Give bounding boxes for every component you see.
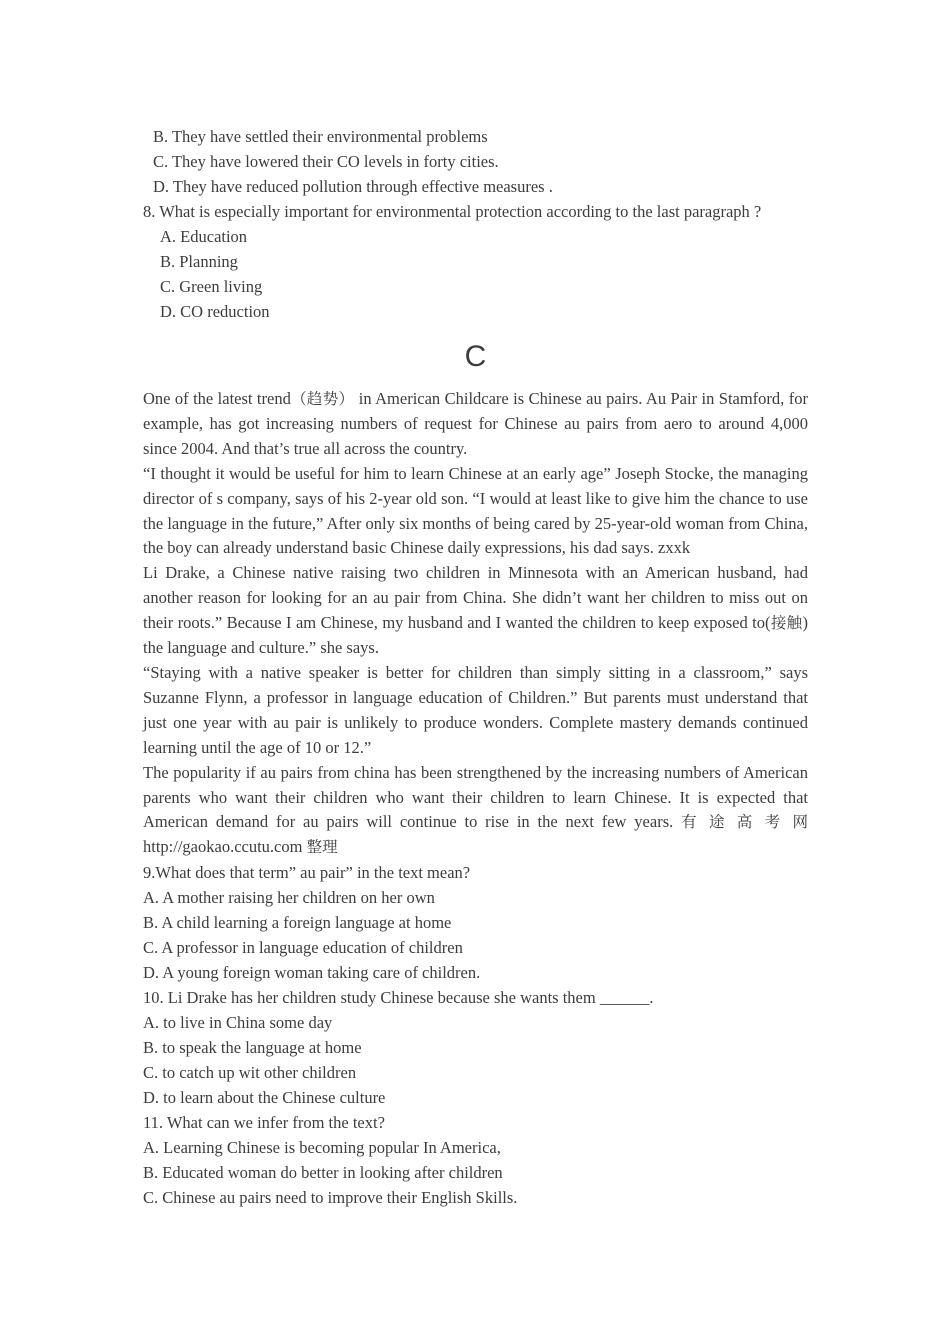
option-item: C. A professor in language education of children	[143, 938, 463, 958]
option-item: A. to live in China some day	[143, 1013, 333, 1033]
option-item: C. to catch up wit other children	[143, 1063, 357, 1083]
option-item: C. They have lowered their CO levels in forty cities.	[153, 152, 499, 171]
option-item: D. They have reduced pollution through effective measures .	[153, 177, 553, 196]
option-item: B. to speak the language at home	[143, 1038, 362, 1058]
option-item: D. to learn about the Chinese culture	[143, 1088, 386, 1108]
passage-paragraph: One of the latest trend（趋势） in American Childcare is Chinese au pairs. Au Pair in Stamford, for example, has got increasing numbers of request for Chinese au pairs from aero to around 4,000 since 2004. And that’s true all across the country.	[143, 389, 808, 458]
passage-paragraph: “Staying with a native speaker is better for children than simply sitting in a classroom,” says Suzanne Flynn, a professor in language education of Children.” But parents must understand that just one year with au pair is unlikely to produce wonders. Complete mastery demands continued learning until the age of 10 or 12.”	[143, 662, 808, 757]
option-item: A. Education	[160, 227, 248, 246]
question-stem: 9.What does that term” au pair” in the text mean?	[143, 863, 471, 883]
question-8-block	[143, 199, 808, 324]
option-item: C. Chinese au pairs need to improve their English Skills.	[143, 1188, 518, 1208]
cjk-text: （趋势）	[290, 390, 355, 408]
option-item: D. CO reduction	[160, 302, 270, 321]
question-stem: 10. Li Drake has her children study Chinese because she wants them ______.	[143, 988, 654, 1008]
cjk-text: 整理	[306, 838, 338, 857]
text-column	[143, 124, 808, 1210]
section-heading-c: C	[464, 340, 487, 373]
question-stem: 8. What is especially important for environmental protection according to the last paragraph ?	[143, 202, 762, 221]
option-item: C. Green living	[160, 277, 263, 296]
passage-body	[143, 387, 808, 860]
passage-paragraph: Li Drake, a Chinese native raising two children in Minnesota with an American husband, had another reason for looking for an au pair from China. She didn’t want her children to miss out on their roots.” Because I am Chinese, my husband and I wanted the children to keep exposed to(接触) the language and culture.” she says.	[143, 563, 808, 658]
question-stem: 11. What can we infer from the text?	[143, 1113, 385, 1133]
cjk-text: 有 途 高 考 网	[681, 813, 808, 832]
option-item: D. A young foreign woman taking care of children.	[143, 963, 481, 983]
option-item: B. A child learning a foreign language at home	[143, 913, 452, 933]
passage-paragraph: The popularity if au pairs from china has been strengthened by the increasing numbers of American parents who want their children who want their children to learn Chinese. It is expected that American demand for au pairs will continue to rise in the next few years. 有 途 高 考 网 http://gaokao.ccutu.com 整理	[143, 762, 808, 857]
carryover-options-list	[143, 124, 808, 199]
questions-9-11-block	[143, 860, 808, 1210]
option-item: B. Planning	[160, 252, 238, 271]
option-item: A. Learning Chinese is becoming popular In America,	[143, 1138, 501, 1158]
option-item: A. A mother raising her children on her own	[143, 888, 435, 908]
option-item: B. They have settled their environmental problems	[153, 127, 488, 146]
option-item: B. Educated woman do better in looking after children	[143, 1163, 503, 1183]
cjk-text: 接触	[770, 614, 803, 633]
passage-paragraph: “I thought it would be useful for him to learn Chinese at an early age” Joseph Stocke, the managing director of s company, says of his 2-year old son. “I would at least like to give him the chance to use the language in the future,” After only six months of being cared by 25-year-old woman from China, the boy can already understand basic Chinese daily expressions, his dad says. zxxk	[143, 463, 808, 558]
